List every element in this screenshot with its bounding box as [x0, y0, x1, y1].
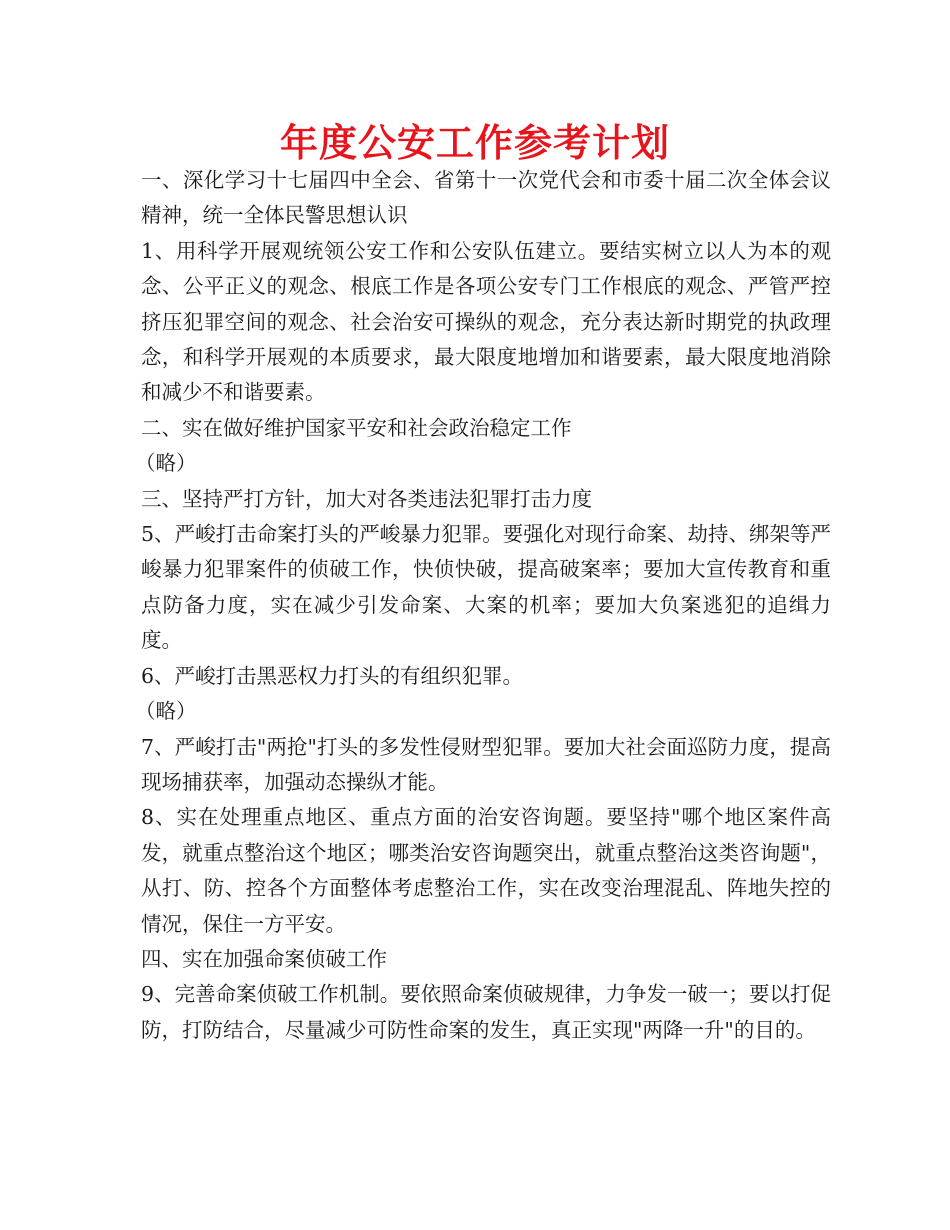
paragraph-item-5: 5、严峻打击命案打头的严峻暴力犯罪。要强化对现行命案、劫持、绑架等严峻暴力犯罪案件的侦破工作，快侦快破，提高破案率；要加大宣传教育和重点防备力度，实在减少引发命案、大案的机率；要加大负案逃犯的追缉力度。 — [141, 522, 831, 653]
omitted-note: （略） — [135, 699, 197, 724]
paragraph-item-1: 1、用科学开展观统领公安工作和公安队伍建立。要结实树立以人为本的观念、公平正义的观念、根底工作是各项公安专门工作根底的观念、严管严控挤压犯罪空间的观念、社会治安可操纵的观念，充分表达新时期党的执政理念，和科学开展观的本质要求，最大限度地增加和谐要素，最大限度地消除和减少不和谐要素。 — [141, 238, 831, 405]
paragraph-item-8: 8、实在处理重点地区、重点方面的治安咨询题。要坚持"哪个地区案件高发，就重点整治这个地区；哪类治安咨询题突出，就重点整治这类咨询题"，从打、防、控各个方面整体考虑整治工作，实在改变治理混乱、阵地失控的情况，保住一方平安。 — [141, 805, 831, 936]
document-title: 年度公安工作参考计划 — [279, 121, 670, 165]
section-heading-3: 三、坚持严打方针，加大对各类违法犯罪打击力度 — [141, 486, 592, 511]
omitted-note: （略） — [135, 451, 197, 476]
paragraph-item-6: 6、严峻打击黑恶权力打头的有组织犯罪。 — [141, 663, 524, 688]
paragraph-item-9: 9、完善命案侦破工作机制。要依照命案侦破规律，力争发一破一；要以打促防，打防结合，尽量减少可防性命案的发生，真正实现"两降一升"的目的。 — [141, 982, 831, 1042]
section-heading-1: 一、深化学习十七届四中全会、省第十一次党代会和市委十届二次全体会议精神，统一全体民警思想认识 — [141, 168, 831, 228]
document-body — [135, 163, 831, 1048]
section-heading-2: 二、实在做好维护国家平安和社会政治稳定工作 — [141, 415, 572, 440]
paragraph-item-7: 7、严峻打击"两抢"打头的多发性侵财型犯罪。要加大社会面巡防力度，提高现场捕获率，加强动态操纵才能。 — [141, 734, 831, 794]
section-heading-4: 四、实在加强命案侦破工作 — [141, 946, 387, 971]
